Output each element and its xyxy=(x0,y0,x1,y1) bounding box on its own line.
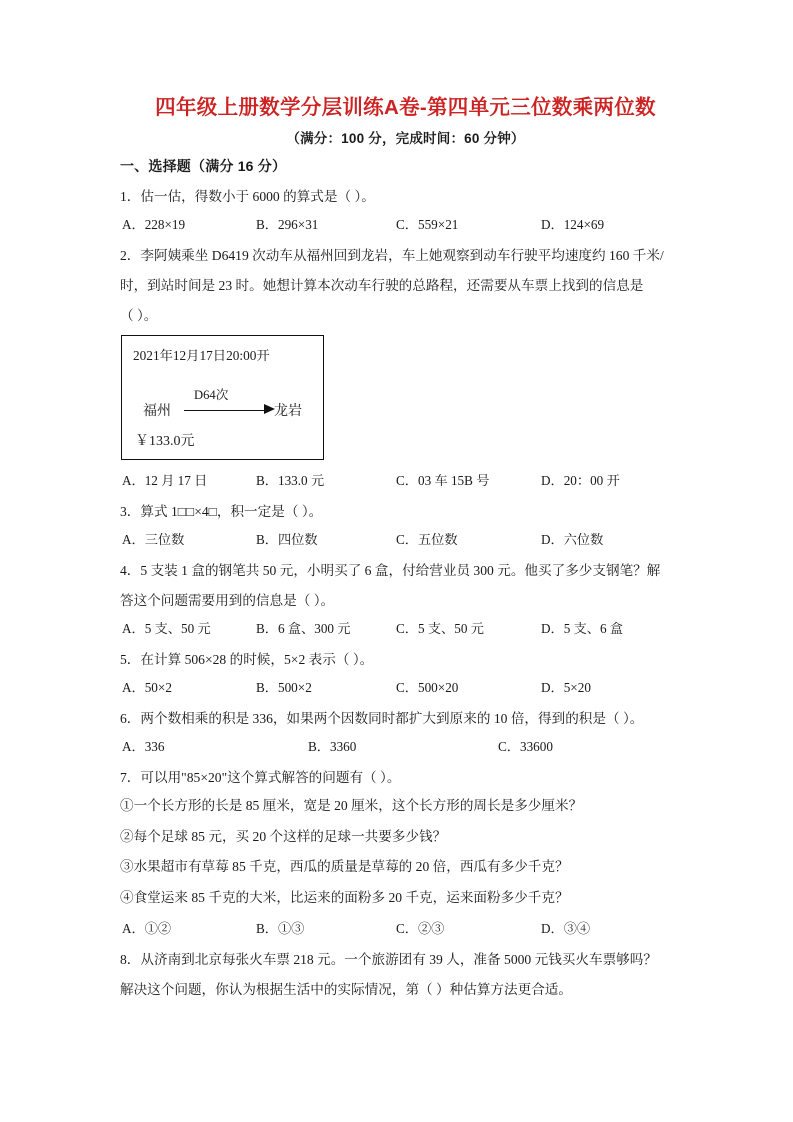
option-b[interactable]: B．500×2 xyxy=(256,679,312,695)
page-subtitle: （满分：100 分，完成时间：60 分钟） xyxy=(286,130,525,146)
section-heading-choice: 一、选择题（满分 16 分） xyxy=(120,157,287,174)
option-a[interactable]: A．①② xyxy=(122,920,172,936)
option-b[interactable]: B．四位数 xyxy=(256,531,318,547)
page-title: 四年级上册数学分层训练A卷-第四单元三位数乘两位数 xyxy=(155,96,656,119)
option-b[interactable]: B．296×31 xyxy=(256,216,319,232)
option-c[interactable]: C．33600 xyxy=(498,738,553,754)
ticket-departure-datetime: 2021年12月17日20:00开 xyxy=(133,347,270,363)
ticket-origin-station: 福州 xyxy=(143,403,171,419)
question-6-options xyxy=(118,736,693,758)
option-b[interactable]: B．3360 xyxy=(308,738,357,754)
question-3-options xyxy=(118,529,693,551)
option-b[interactable]: B．①③ xyxy=(256,920,305,936)
option-d[interactable]: D．20：00 开 xyxy=(541,472,620,488)
question-1-stem: 1．估一估，得数小于 6000 的算式是（ ）。 xyxy=(120,188,375,204)
option-b[interactable]: B．133.0 元 xyxy=(256,472,325,488)
ticket-destination-station: 龙岩 xyxy=(274,403,302,419)
option-c[interactable]: C．500×20 xyxy=(396,679,459,695)
option-d[interactable]: D．124×69 xyxy=(541,216,605,232)
question-7-sub-item-1: ①一个长方形的长是 85 厘米，宽是 20 厘米，这个长方形的周长是多少厘米？ xyxy=(120,797,583,813)
question-5-options xyxy=(118,677,693,699)
question-7-sub-item-4: ④食堂运来 85 千克的大米，比运来的面粉多 20 千克，运来面粉多少千克？ xyxy=(120,890,569,906)
question-7-options xyxy=(118,918,693,940)
question-8-stem-line-1: 8．从济南到北京每张火车票 218 元。一个旅游团有 39 人，准备 5000 元钱买火车票够吗？ xyxy=(120,951,657,967)
ticket-train-number: D64次 xyxy=(194,387,229,402)
question-5-stem: 5．在计算 506×28 的时候，5×2 表示（ ）。 xyxy=(120,651,374,667)
question-7-sub-item-3: ③水果超市有草莓 85 千克，西瓜的质量是草莓的 20 倍，西瓜有多少千克？ xyxy=(120,859,569,875)
train-ticket-figure xyxy=(121,335,693,460)
question-8-stem-line-2: 解决这个问题，你认为根据生活中的实际情况，第（ ）种估算方法更合适。 xyxy=(120,981,572,997)
question-7-stem: 7．可以用"85×20"这个算式解答的问题有（ ）。 xyxy=(120,769,401,785)
option-a[interactable]: A．228×19 xyxy=(122,216,186,232)
option-c[interactable]: C．03 车 15B 号 xyxy=(396,472,490,488)
question-4-options xyxy=(118,618,693,640)
ticket-route xyxy=(122,388,325,426)
question-4-stem-line-2: 答这个问题需要用到的信息是（ ）。 xyxy=(120,592,335,608)
option-a[interactable]: A．336 xyxy=(122,738,165,754)
ticket-price: ￥133.0元 xyxy=(135,433,195,449)
option-a[interactable]: A．5 支、50 元 xyxy=(122,620,211,636)
route-arrow-icon xyxy=(184,410,266,412)
option-b[interactable]: B．6 盒、300 元 xyxy=(256,620,351,636)
option-d[interactable]: D．③④ xyxy=(541,920,591,936)
option-d[interactable]: D．5 支、6 盒 xyxy=(541,620,624,636)
option-c[interactable]: C．559×21 xyxy=(396,216,459,232)
question-3-stem: 3．算式 1□□×4□，积一定是（ ）。 xyxy=(120,503,323,519)
option-a[interactable]: A．50×2 xyxy=(122,679,172,695)
option-c[interactable]: C．五位数 xyxy=(396,531,458,547)
option-c[interactable]: C．5 支、50 元 xyxy=(396,620,484,636)
question-2-stem-line-1: 2．李阿姨乘坐 D6419 次动车从福州回到龙岩，车上她观察到动车行驶平均速度约 160 千米/ xyxy=(120,247,664,263)
option-d[interactable]: D．六位数 xyxy=(541,531,604,547)
question-7-sub-item-2: ②每个足球 85 元，买 20 个这样的足球一共要多少钱？ xyxy=(120,828,447,844)
question-2-stem-line-3: （ ）。 xyxy=(120,307,158,323)
train-ticket-box xyxy=(121,335,324,460)
question-2-stem-line-2: 时，到站时间是 23 时。她想计算本次动车行驶的总路程，还需要从车票上找到的信息是 xyxy=(120,277,644,293)
question-1-options xyxy=(118,214,693,236)
option-d[interactable]: D．5×20 xyxy=(541,679,591,695)
question-2-options xyxy=(118,470,693,492)
option-c[interactable]: C．②③ xyxy=(396,920,445,936)
option-a[interactable]: A．三位数 xyxy=(122,531,185,547)
option-a[interactable]: A．12 月 17 日 xyxy=(122,472,208,488)
question-4-stem-line-1: 4．5 支装 1 盒的钢笔共 50 元，小明买了 6 盒，付给营业员 300 元。他买了多少支钢笔？解 xyxy=(120,562,661,578)
question-6-stem: 6．两个数相乘的积是 336，如果两个因数同时都扩大到原来的 10 倍，得到的积是（ ）。 xyxy=(120,710,644,726)
